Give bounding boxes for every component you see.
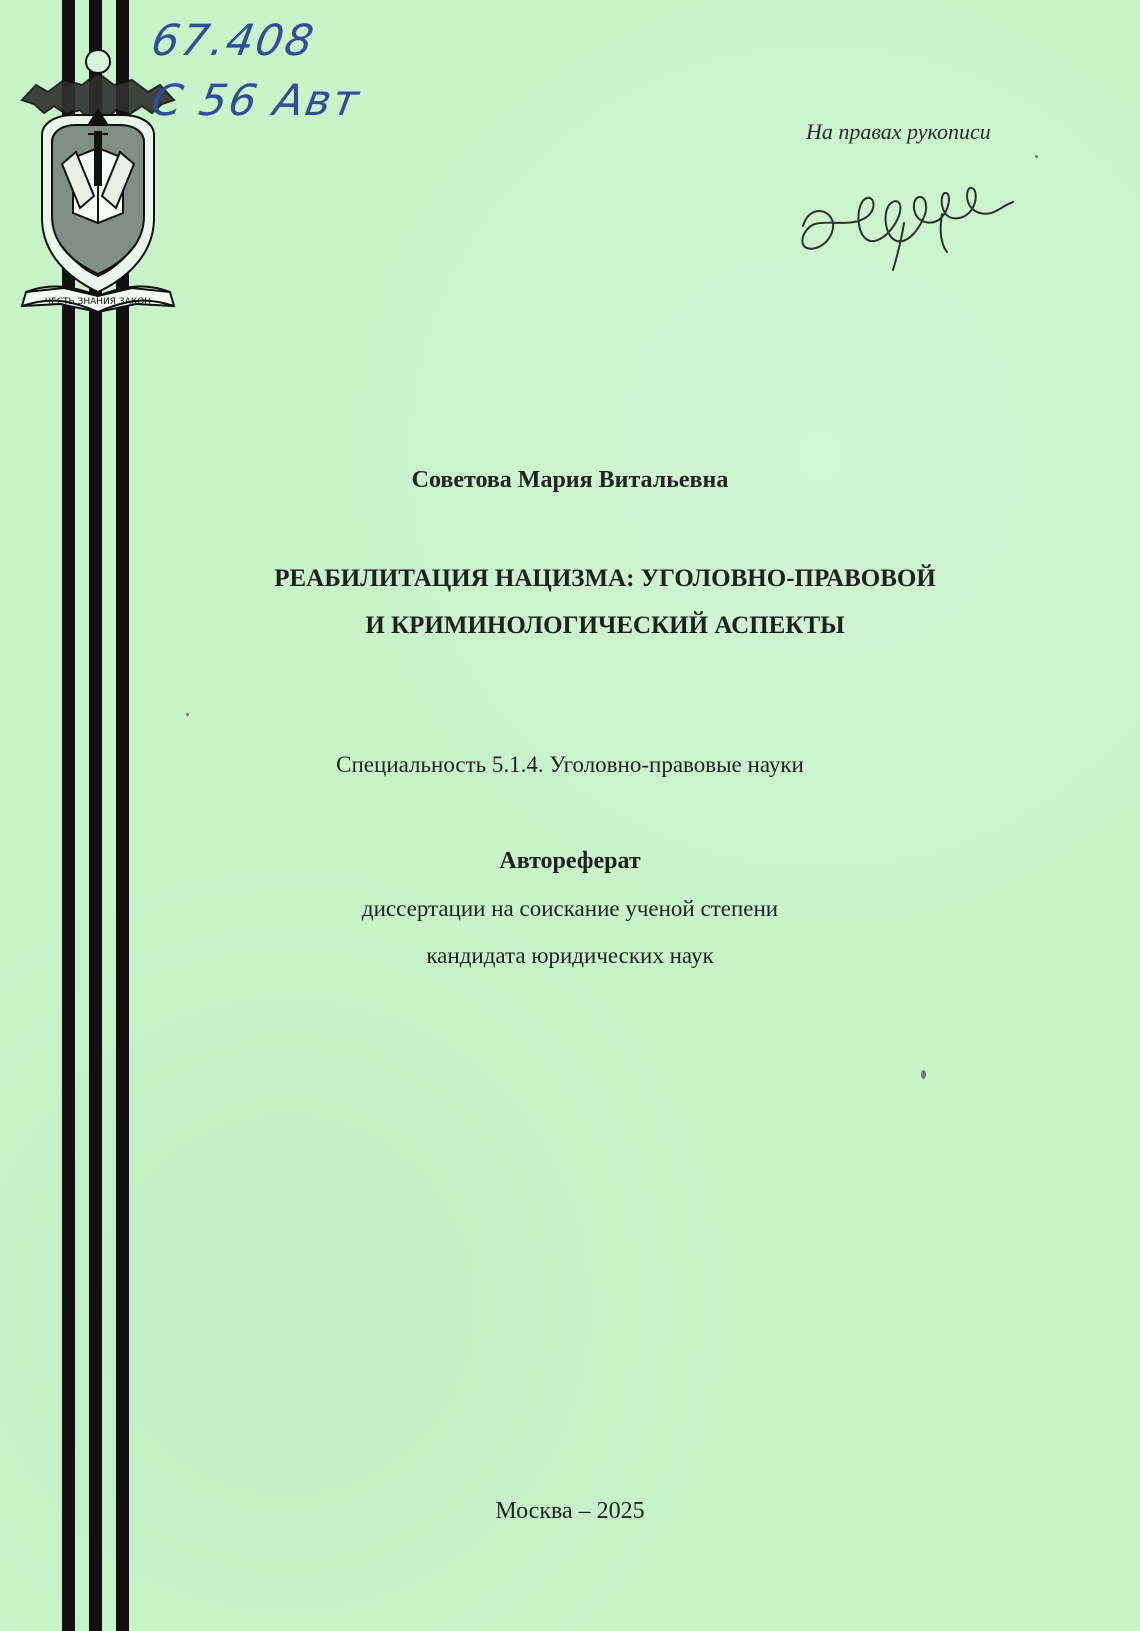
handwritten-signature-icon — [795, 180, 1025, 280]
shelf-mark-line-2: С 56 Авт — [147, 76, 365, 126]
city-year-footer: Москва – 2025 — [495, 1498, 645, 1524]
paper-speck — [1035, 155, 1038, 158]
paper-speck — [186, 713, 189, 716]
abstract-line-1: диссертации на соискание ученой степени — [361, 896, 779, 921]
abstract-heading: Автореферат — [499, 848, 641, 874]
author-name: Советова Мария Витальевна — [411, 467, 729, 493]
paper-speck — [921, 1070, 926, 1079]
title-line-1: РЕАБИЛИТАЦИЯ НАЦИЗМА: УГОЛОВНО-ПРАВОВОЙ — [274, 565, 936, 592]
specialty-line: Специальность 5.1.4. Уголовно-правовые науки — [336, 752, 804, 777]
manuscript-rights-note: На правах рукописи — [806, 119, 991, 144]
dissertation-title — [190, 555, 1020, 649]
title-line-2: И КРИМИНОЛОГИЧЕСКИЙ АСПЕКТЫ — [365, 612, 845, 639]
library-shelf-mark — [147, 12, 382, 127]
emblem-motto: ЧЕСТЬ ЗНАНИЯ ЗАКОН — [44, 297, 152, 307]
shelf-mark-line-1: 67.408 — [147, 16, 319, 66]
abstract-line-2: кандидата юридических наук — [426, 943, 714, 968]
